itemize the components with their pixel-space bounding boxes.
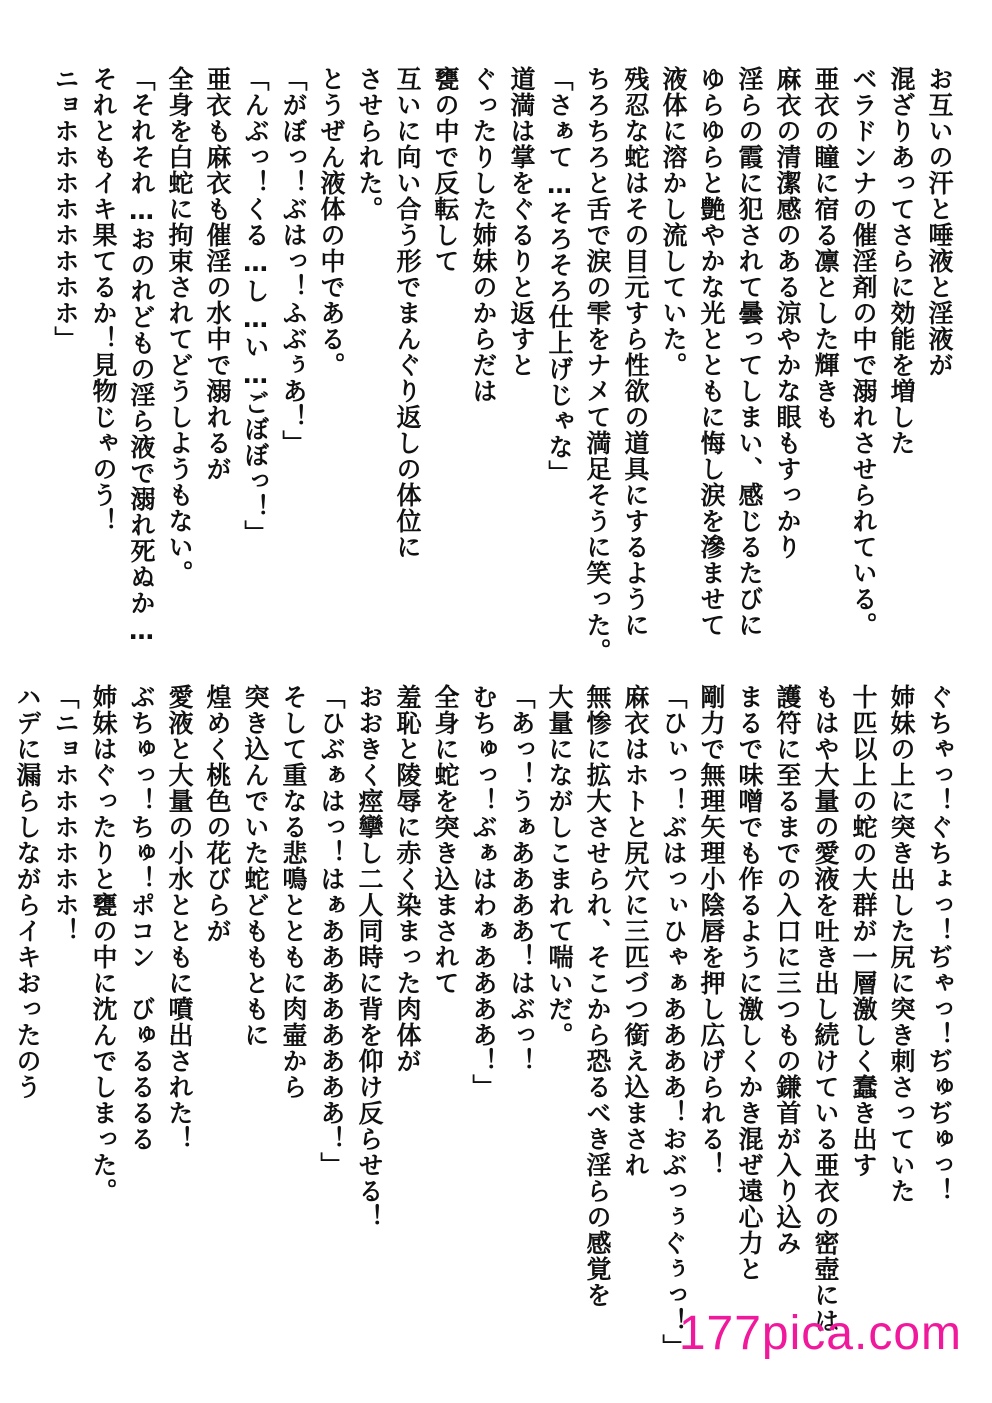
upper-text-line: お互いの汗と唾液と淫液が — [925, 66, 954, 378]
upper-text-line: 「それそれ…おのれどもの淫ら液で溺れ死ぬか… — [127, 66, 156, 646]
upper-text-line: 「さぁて…そろそろ仕上げじゃな」 — [545, 66, 574, 486]
lower-text-line: 羞恥と陵辱に赤く染まった肉体が — [393, 684, 422, 1074]
lower-text-line: そして重なる悲鳴とともに肉壷から — [279, 684, 308, 1100]
upper-text-line: ニョホホホホホホホホ」 — [51, 66, 80, 352]
lower-text-line: まるで味噌でも作るように激しくかき混ぜ遠心力と — [735, 684, 764, 1282]
upper-text-line: それともイキ果てるか！見物じゃのう！ — [89, 66, 118, 534]
lower-text-line: むちゅっ！ぶぁはわぁああああ！」 — [469, 684, 498, 1100]
lower-text-line: 十匹以上の蛇の大群が一層激しく蠢き出す — [849, 684, 878, 1178]
lower-text-line: 護符に至るまでの入口に三つもの鎌首が入り込み — [773, 684, 802, 1256]
upper-text-line: 残忍な蛇はその目元すら性欲の道具にするように — [621, 66, 650, 638]
upper-text-line: ちろちろと舌で涙の雫をナメて満足そうに笑った。 — [583, 66, 612, 664]
upper-text-line: 「んぶっ！くる…し…い…ごぼぼっ！」 — [241, 66, 270, 546]
lower-text-line: 姉妹の上に突き出した尻に突き刺さっていた — [887, 684, 916, 1204]
lower-text-line: 愛液と大量の小水とともに噴出された！ — [165, 684, 194, 1152]
upper-text-line: ぐったりした姉妹のからだは — [469, 66, 498, 404]
upper-text-line: 亜衣の瞳に宿る凛とした輝きも — [811, 66, 840, 430]
upper-text-line: 甕の中で反転して — [431, 66, 460, 274]
upper-text-line: 互いに向い合う形でまんぐり返しの体位に — [393, 66, 422, 560]
lower-text-line: 麻衣はホトと尻穴に三匹づつ銜え込まされ — [621, 684, 650, 1178]
lower-text-line: おおきく痙攣し二人同時に背を仰け反らせる！ — [355, 684, 384, 1230]
lower-text-line: 煌めく桃色の花びらが — [203, 684, 232, 944]
lower-text-line: ぶちゅっ！ちゅ！ポコン びゅるるるる — [127, 684, 156, 1152]
upper-text-line: 液体に溶かし流していた。 — [659, 66, 688, 378]
upper-text-line: ゆらゆらと艶やかな光とともに悔し涙を滲ませて — [697, 66, 726, 638]
lower-text-line: 「ひぃっ！ぶはっぃひゃぁああああ！おぶっぅぐぅっ！」 — [659, 684, 688, 1360]
upper-text-line: 全身を白蛇に拘束されてどうしようもない。 — [165, 66, 194, 586]
lower-text-line: 「ひぶぁはっ！はぁああああああああ！」 — [317, 684, 346, 1178]
lower-text-line: 無惨に拡大させられ、そこから恐るべき淫らの感覚を — [583, 684, 612, 1308]
lower-text-line: ハデに漏らしながらイキおったのう — [13, 684, 42, 1100]
watermark-text: 177pica.com — [678, 1307, 962, 1360]
lower-text-line: 剛力で無理矢理小陰唇を押し広げられる！ — [697, 684, 726, 1178]
lower-text-line: 「あっ！うぁああああ！はぶっ！ — [507, 684, 536, 1074]
lower-text-line: 「ニョホホホホホホ！ — [51, 684, 80, 944]
lower-text-line: 全身に蛇を突き込まされて — [431, 684, 460, 996]
upper-text-line: 道満は掌をぐるりと返すと — [507, 66, 536, 378]
upper-text-line: 淫らの霞に犯されて曇ってしまい、感じるたびに — [735, 66, 764, 638]
lower-text-line: 姉妹はぐったりと甕の中に沈んでしまった。 — [89, 684, 118, 1204]
lower-text-line: ぐちゃっ！ぐちょっ！ぢゃっ！ぢゅぢゅっ！ — [925, 684, 954, 1204]
upper-text-block — [46, 66, 958, 666]
lower-text-line: 大量にながしこまれて喘いだ。 — [545, 684, 574, 1048]
upper-text-line: させられた。 — [355, 66, 384, 222]
upper-text-line: 「がぼっ！ぶはっ！ふぶぅあ！」 — [279, 66, 308, 456]
lower-text-line: もはや大量の愛液を吐き出し続けている亜衣の密壺には — [811, 684, 840, 1334]
upper-text-line: 麻衣の清潔感のある涼やかな眼もすっかり — [773, 66, 802, 560]
lower-text-line: 突き込んでいた蛇どももともに — [241, 684, 270, 1048]
upper-text-line: ベラドンナの催淫剤の中で溺れさせられている。 — [849, 66, 878, 638]
upper-text-line: 混ざりあってさらに効能を増した — [887, 66, 916, 456]
upper-text-line: とうぜん液体の中である。 — [317, 66, 346, 378]
upper-text-line: 亜衣も麻衣も催淫の水中で溺れるが — [203, 66, 232, 482]
